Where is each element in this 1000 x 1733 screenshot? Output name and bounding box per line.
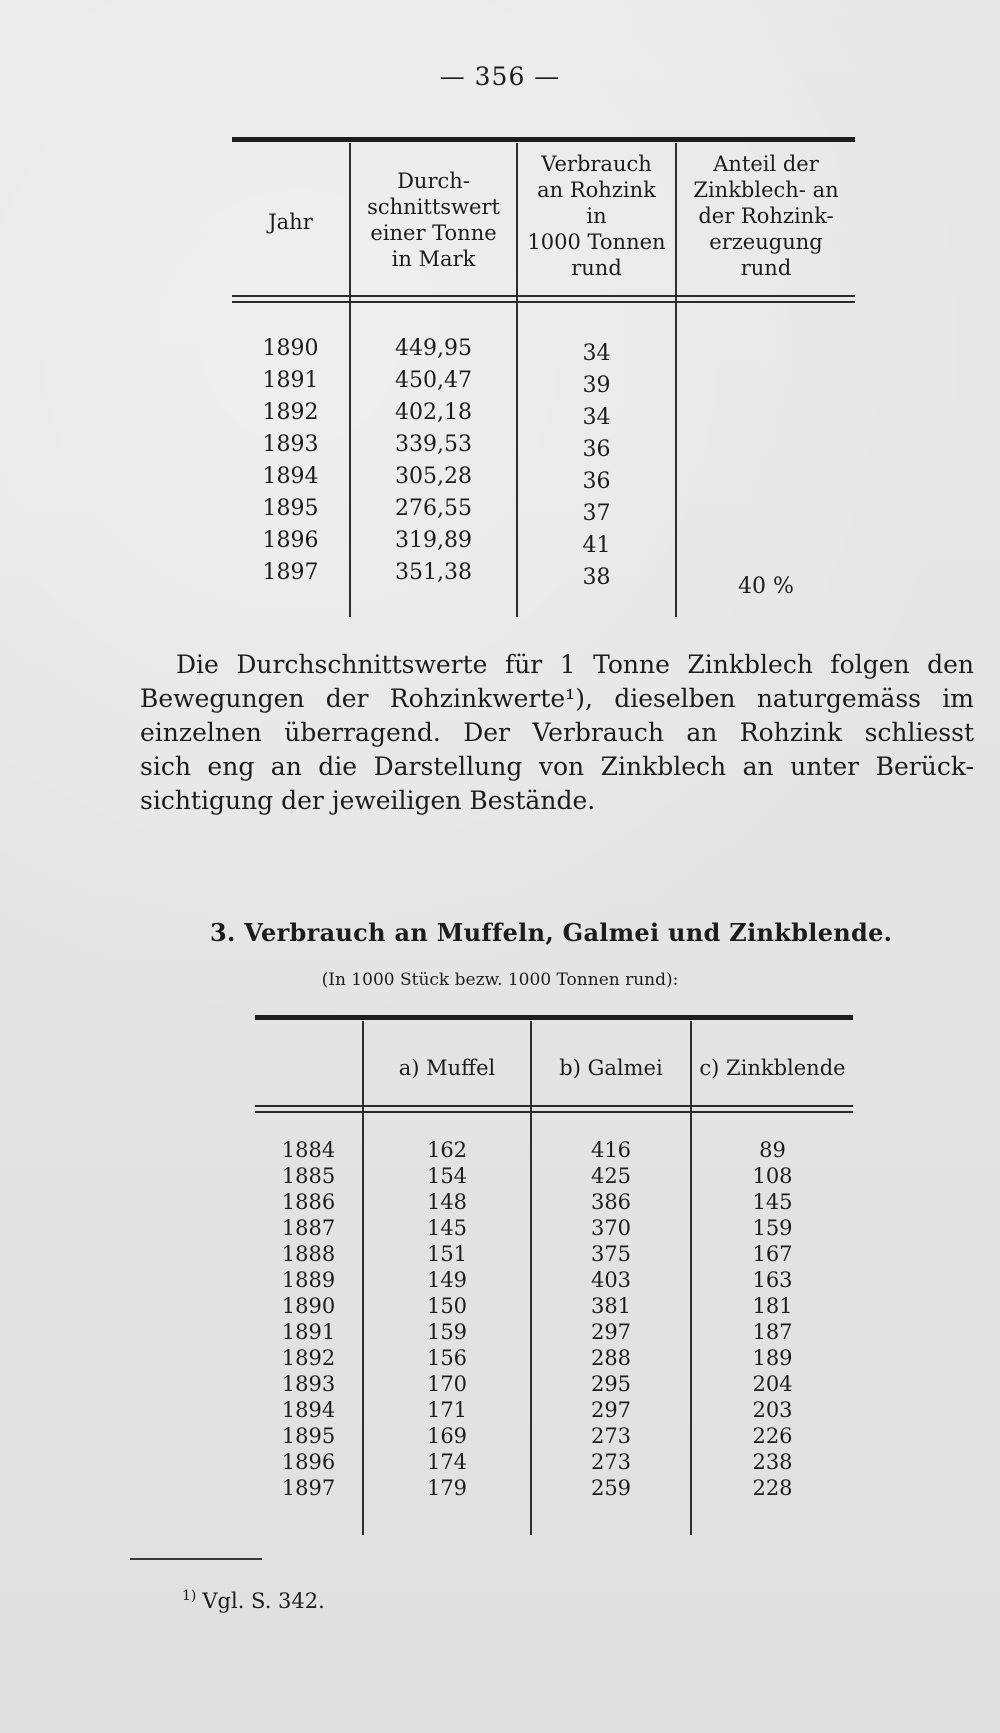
header-muffel: a) Muffel: [398, 1056, 496, 1080]
header-rule: [232, 301, 855, 303]
footnote-text: Vgl. S. 342.: [202, 1589, 325, 1613]
table-row: 1886 148 386 145: [281, 1190, 793, 1214]
table-row: 1896 319,89 41: [262, 528, 611, 558]
table-row: 1885 154 425 108: [281, 1164, 793, 1188]
header-galmei: b) Galmei: [559, 1056, 663, 1080]
table-top-rule: [232, 137, 855, 142]
header-zinkblende: c) Zinkblende: [699, 1056, 846, 1080]
section-heading: 3. Verbrauch an Muffeln, Galmei und Zinkblende.: [210, 918, 893, 947]
table-row: 1891 159 297 187: [281, 1320, 793, 1344]
header-rule: [255, 1105, 853, 1107]
footnote-marker: 1): [182, 1588, 197, 1604]
header-verbrauch: Verbrauch an Rohzink in 1000 Tonnen rund: [527, 152, 666, 280]
table-row: 1889 149 403 163: [281, 1268, 793, 1292]
paragraph-line: sichtigung der jeweiligen Bestände.: [140, 786, 596, 815]
table-row: 1893 170 295 204: [281, 1372, 793, 1396]
table-zinc-values: [232, 137, 855, 617]
paragraph-line: sich eng an die Darstellung von Zinkblech an unter Berück-: [140, 752, 974, 781]
table-row: 1897 351,38 38 40 %: [262, 560, 794, 599]
paragraph-line: einzelnen überragend. Der Verbrauch an Rohzink schliesst: [140, 718, 974, 747]
paragraph-line: Bewegungen der Rohzinkwerte¹), dieselben naturgemäss im: [140, 684, 974, 713]
footnote-rule: [130, 1558, 262, 1560]
header-jahr: Jahr: [268, 210, 313, 234]
table-row: 1894 171 297 203: [281, 1398, 793, 1422]
header-rule: [255, 1111, 853, 1113]
table-top-rule: [255, 1015, 853, 1020]
header-durchschnittswert: Durch- schnittswert einer Tonne in Mark: [367, 169, 500, 271]
paragraph-line: Die Durchschnittswerte für 1 Tonne Zinkblech folgen den: [176, 650, 974, 679]
table-row: 1897 179 259 228: [281, 1476, 793, 1500]
table-row: 1884 162 416 89: [281, 1138, 786, 1162]
body-paragraph: [140, 648, 974, 818]
table-row: 1895 276,55 37: [262, 496, 611, 526]
page-number: — 356 —: [439, 62, 561, 91]
table-row: 1887 145 370 159: [281, 1216, 793, 1240]
header-rule: [232, 295, 855, 297]
header-anteil: Anteil der Zinkblech- an der Rohzink- erzeugung rund: [693, 152, 839, 280]
table-row: 1892 402,18 34: [262, 400, 611, 430]
table-row: 1894 305,28 36: [262, 464, 611, 494]
table-muffel-galmei-zinkblende: [255, 1015, 853, 1535]
table-row: 1896 174 273 238: [281, 1450, 793, 1474]
table-row: 1892 156 288 189: [281, 1346, 793, 1370]
section-subheading: (In 1000 Stück bezw. 1000 Tonnen rund):: [321, 970, 679, 990]
table-row: 1891 450,47 39: [262, 368, 611, 398]
table-row: 1890 449,95 34: [262, 336, 611, 366]
footnote: [182, 1588, 325, 1613]
table-row: 1890 150 381 181: [281, 1294, 793, 1318]
table-row: 1888 151 375 167: [281, 1242, 793, 1266]
table-row: 1895 169 273 226: [281, 1424, 793, 1448]
table-row: 1893 339,53 36: [262, 432, 611, 462]
